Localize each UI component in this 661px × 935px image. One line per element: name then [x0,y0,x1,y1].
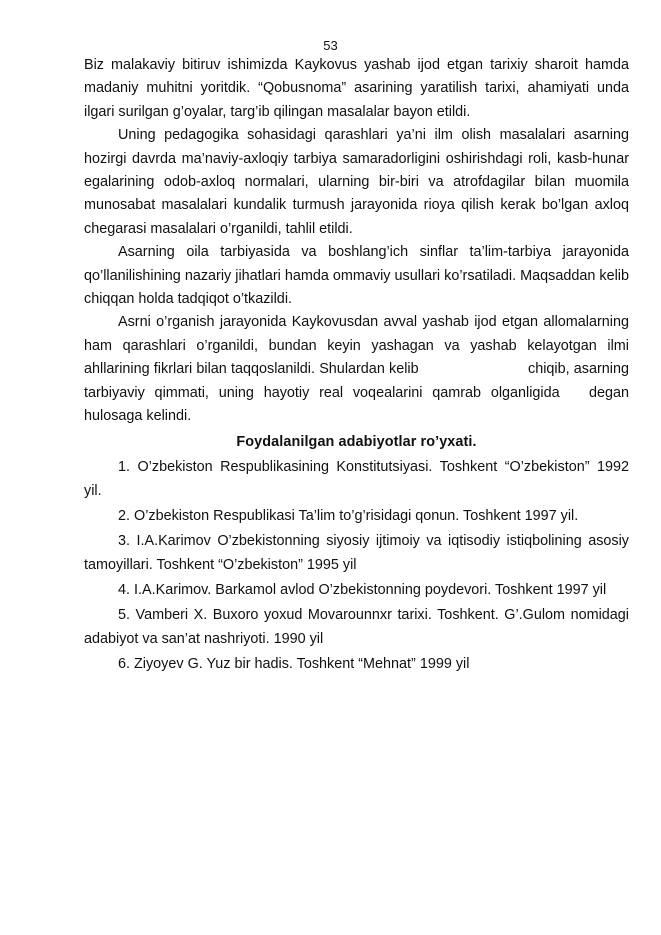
paragraph-conclusion-3: Asarning oila tarbiyasida va boshlang’ich sinflar ta’lim-tarbiya jarayonida qo’llanilishining nazariy jihatlari hamda ommaviy usullari ko’rsatiladi. Maqsaddan kelib chiqqan holda tadqiqot o’tkazildi. [84,244,629,308]
page-number: 53 [323,38,338,53]
reference-item-1: 1. O’zbekiston Respublikasining Konstitutsiyasi. Toshkent “O’zbekiston” 1992 yil. [84,458,629,499]
paragraph-conclusion-2: Uning pedagogika sohasidagi qarashlari ya’ni ilm olish masalalari asarning hozirgi davrda ma’naviy-axloqiy tarbiya samaradorligini oshirishdagi roli, kasb-hunar egalarining odob-axloq normalari, ularning bir-biri va atrofdagilar bilan muomila munosabat masalalari kundalik turmush jarayonida rioya qilish kerak bo’lgan axloq chegarasi masalalari o’rganildi, tahlil etildi. [84,127,629,237]
reference-item-3: 3. I.A.Karimov O’zbekistonning siyosiy ijtimoiy va iqtisodiy istiqbolining asosiy tamoyillari. Toshkent “O’zbekiston” 1995 yil [84,532,629,573]
paragraph-conclusion-1: Biz malakaviy bitiruv ishimizda Kaykovus yashab ijod etgan tarixiy sharoit hamda madaniy muhitni yoritdik. “Qobusnoma” asarining yaratilish tarixi, ahamiyati unda ilgari surilgan g’oyalar, targ’ib qilingan masalalar bayon etildi. [84,57,629,120]
reference-item-4: 4. I.A.Karimov. Barkamol avlod O’zbekistonning poydevori. Toshkent 1997 yil [118,581,607,598]
reference-item-6: 6. Ziyoyev G. Yuz bir hadis. Toshkent “Mehnat” 1999 yil [118,655,470,672]
paragraph-conclusion-4: Asrni o’rganish jarayonida Kaykovusdan avval yashab ijod etgan allomalarning ham qarashlari o’rganildi, bundan keyin yashagan va yashab kelayotgan ilmi ahllarining fikrlari bilan taqqoslanildi. Shulardan kelib chiqib, asarning tarbiyaviy qimmati, uning hayotiy real voqealarini qamrab olganligida degan hulosaga kelindi. [84,314,633,425]
reference-item-2: 2. O’zbekiston Respublikasi Ta’lim to’g’risidagi qonun. Toshkent 1997 yil. [118,507,579,524]
references-heading: Foydalanilgan adabiyotlar ro’yxati. [236,433,477,450]
reference-item-5: 5. Vamberi X. Buxoro yoxud Movarounnxr tarixi. Toshkent. G’.Gulom nomidagi adabiyot va san’at nashriyoti. 1990 yil [84,606,629,647]
document-body [84,54,633,676]
